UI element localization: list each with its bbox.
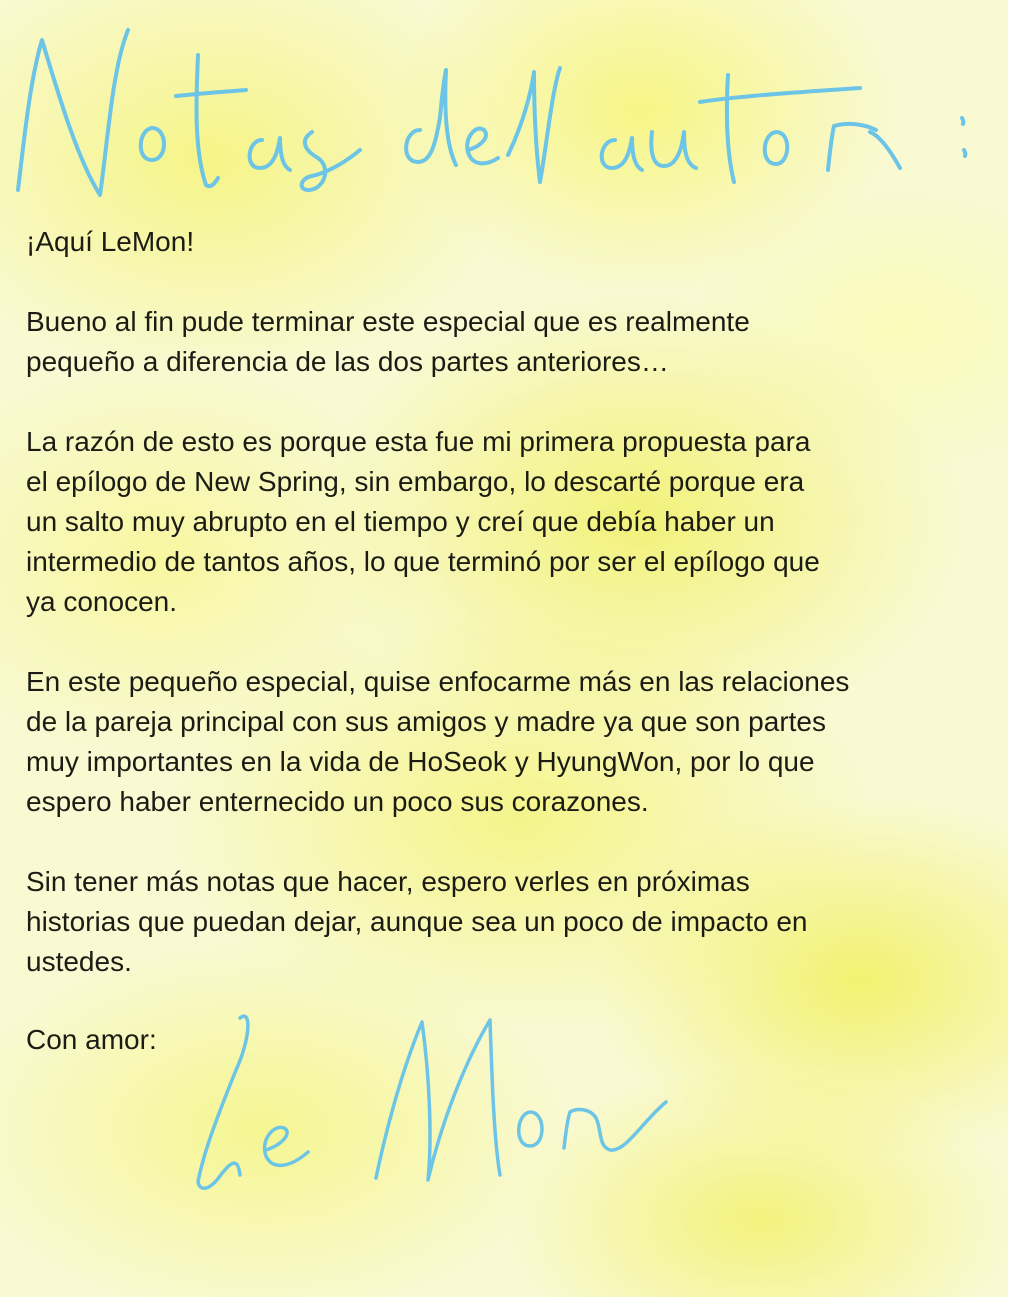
paragraph-2: La razón de esto es porque esta fue mi primera propuesta para el epílogo de New Spring, sin embargo, lo descarté porque era un salto muy abrupto en el tiempo y creí que debía haber un intermedio de tantos años, lo que terminó por ser el epílogo que ya conocen.: [26, 426, 820, 617]
page-title-script: [0, 0, 1008, 215]
closing-line: Con amor:: [26, 1024, 157, 1055]
paragraph-1: Bueno al fin pude terminar este especial que es realmente pequeño a diferencia de las dos partes anteriores…: [26, 306, 750, 377]
notes-body: [26, 222, 1001, 1022]
signature-script: [180, 1000, 700, 1210]
greeting-line: ¡Aquí LeMon!: [26, 226, 195, 257]
page-margin: [1008, 0, 1026, 1297]
paragraph-3: En este pequeño especial, quise enfocarme más en las relaciones de la pareja principal con sus amigos y madre ya que son partes muy importantes en la vida de HoSeok y HyungWon, por lo que espero haber enternecido un poco sus corazones.: [26, 666, 850, 817]
paragraph-4: Sin tener más notas que hacer, espero verles en próximas historias que puedan dejar, aunque sea un poco de impacto en ustedes.: [26, 866, 808, 977]
